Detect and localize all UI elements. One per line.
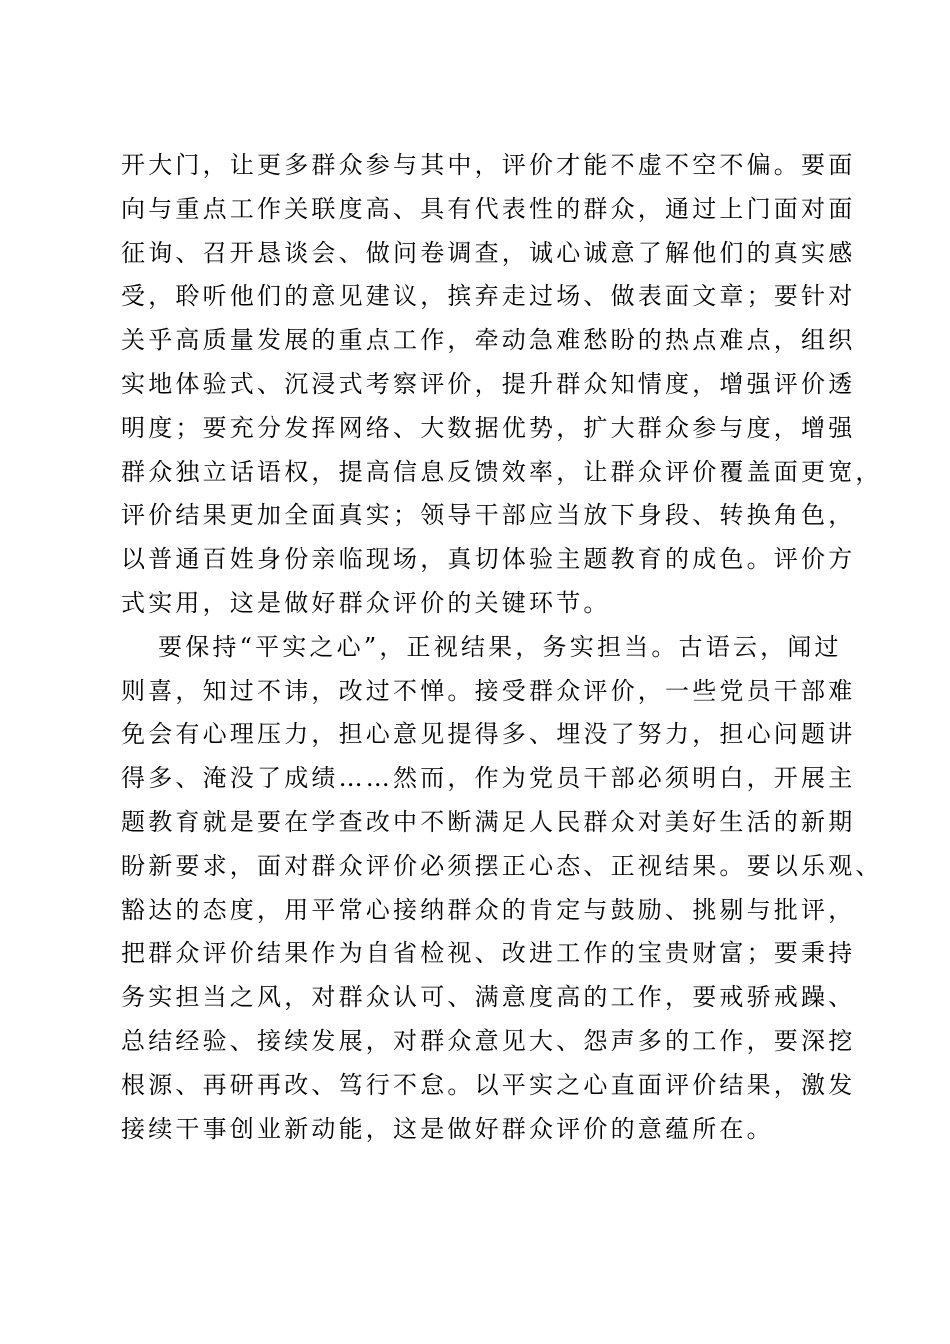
text-line: 接续干事创业新动能，这是做好群众评价的意蕴所在。 (121, 1114, 774, 1143)
text-line: 向与重点工作关联度高、具有代表性的群众，通过上门面对面 (121, 194, 856, 223)
text-line: 豁达的态度，用平常心接纳群众的肯定与鼓励、挑剔与批评， (121, 895, 856, 924)
text-line: 开大门，让更多群众参与其中，评价才能不虚不空不偏。要面 (121, 151, 856, 179)
text-line: 根源、再研再改、笃行不怠。以平实之心直面评价结果，激发 (121, 1070, 856, 1099)
text-line: 征询、召开恳谈会、做问卷调查，诚心诚意了解他们的真实感 (121, 238, 856, 267)
text-line: 实地体验式、沉浸式考察评价，提升群众知情度，增强评价透 (121, 369, 856, 398)
text-line: 则喜，知过不讳，改过不惮。接受群众评价，一些党员干部难 (121, 676, 856, 705)
text-line: 关乎高质量发展的重点工作，牵动急难愁盼的热点难点，组织 (121, 326, 856, 355)
text-line: 总结经验、接续发展，对群众意见大、怨声多的工作，要深挖 (121, 1026, 856, 1055)
text-line: 免会有心理压力，担心意见提得多、埋没了努力，担心问题讲 (121, 720, 856, 749)
text-line: 得多、淹没了成绩……然而，作为党员干部必须明白，开展主 (121, 764, 856, 793)
text-line: 要保持“平实之心”，正视结果，务实担当。古语云，闻过 (158, 632, 842, 661)
text-line: 务实担当之风，对群众认可、满意度高的工作，要戒骄戒躁、 (121, 983, 856, 1012)
text-line: 受，聆听他们的意见建议，摈弃走过场、做表面文章；要针对 (121, 282, 856, 311)
document-body (121, 144, 883, 1151)
text-line: 式实用，这是做好群众评价的关键环节。 (121, 588, 611, 617)
paragraph-1 (121, 144, 883, 626)
text-line: 以普通百姓身份亲临现场，真切体验主题教育的成色。评价方 (121, 545, 856, 574)
text-line: 把群众评价结果作为自省检视、改进工作的宝贵财富；要秉持 (121, 939, 856, 968)
text-line: 题教育就是要在学查改中不断满足人民群众对美好生活的新期 (121, 807, 856, 836)
paragraph-2 (121, 626, 883, 1152)
text-line: 评价结果更加全面真实；领导干部应当放下身段、转换角色， (121, 501, 856, 530)
text-line: 盼新要求，面对群众评价必须摆正心态、正视结果。要以乐观、 (121, 851, 883, 880)
text-line: 明度；要充分发挥网络、大数据优势，扩大群众参与度，增强 (121, 413, 856, 442)
text-line: 群众独立话语权，提高信息反馈效率，让群众评价覆盖面更宽， (121, 457, 883, 486)
